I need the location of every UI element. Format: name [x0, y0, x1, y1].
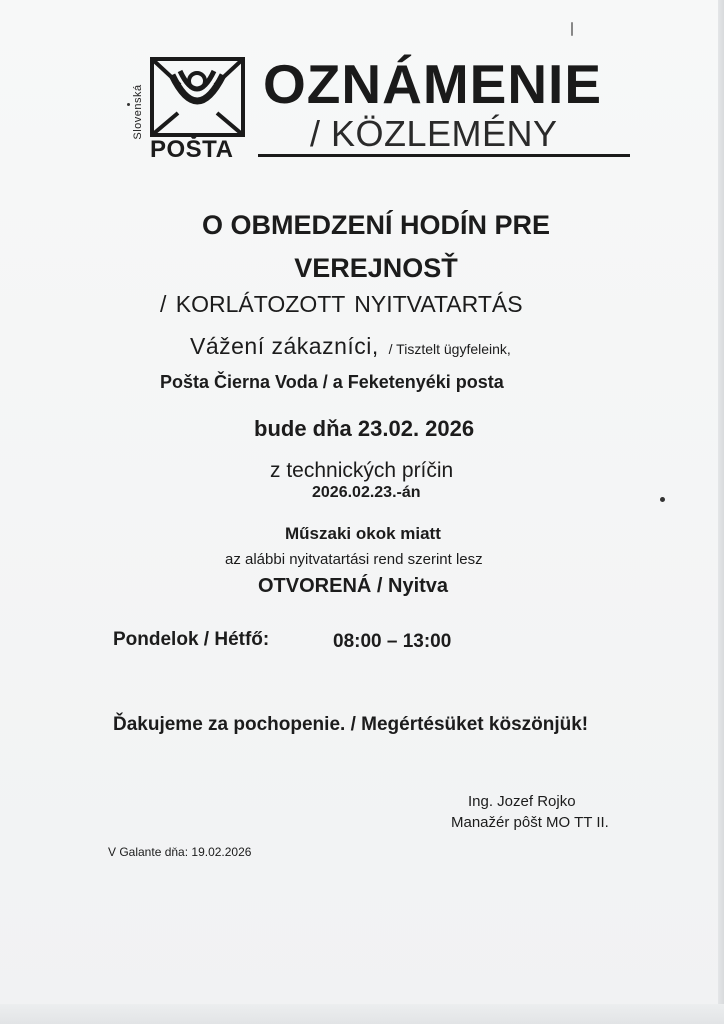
page-subtitle: / KÖZLEMÉNY	[310, 113, 558, 154]
scan-speck	[571, 22, 573, 36]
closure-date: bude dňa 23.02. 2026	[254, 416, 475, 441]
signature-role: Manažér pôšt MO TT II.	[451, 814, 609, 831]
logo-vertical-text	[130, 60, 146, 165]
open-status: OTVORENÁ / Nyitva	[258, 575, 449, 597]
headline-hu: / KORLÁTOZOTT NYITVATARTÁS	[160, 291, 523, 317]
page-edge	[718, 0, 724, 1024]
page-edge	[0, 1004, 724, 1024]
schedule-hours: 08:00 – 13:00	[333, 631, 452, 652]
headline-line1: O OBMEDZENÍ HODÍN PRE	[201, 210, 551, 240]
headline-line2: VEREJNOSŤ	[294, 253, 458, 283]
greeting-sk: Vážení zákazníci,	[190, 333, 379, 359]
greeting-hu: / Tisztelt ügyfeleink,	[388, 341, 511, 357]
place-date: V Galante dňa: 19.02.2026	[108, 845, 252, 859]
title-underline	[258, 154, 630, 157]
signature-name: Ing. Jozef Rojko	[468, 793, 576, 810]
scan-speck	[660, 497, 665, 502]
thanks-line: Ďakujeme za pochopenie. / Megértésüket köszönjük!	[113, 714, 589, 735]
logo-name: POŠTA	[150, 136, 234, 163]
page-title: OZNÁMENIE	[263, 53, 602, 115]
reason-hu-date: 2026.02.23.-án	[312, 484, 421, 501]
reason-sk: z technických príčin	[270, 459, 454, 482]
schedule-intro-hu: az alábbi nyitvatartási rend szerint lesz	[225, 551, 483, 568]
schedule-day: Pondelok / Hétfő:	[113, 629, 270, 650]
office-name: Pošta Čierna Voda / a Feketenyéki posta	[160, 372, 504, 392]
scan-speck	[127, 103, 130, 106]
posthorn-logo-icon	[150, 57, 245, 137]
greeting	[190, 333, 511, 360]
reason-hu: Műszaki okok miatt	[285, 524, 441, 543]
logo-vertical-label: Slovenská	[132, 84, 144, 140]
